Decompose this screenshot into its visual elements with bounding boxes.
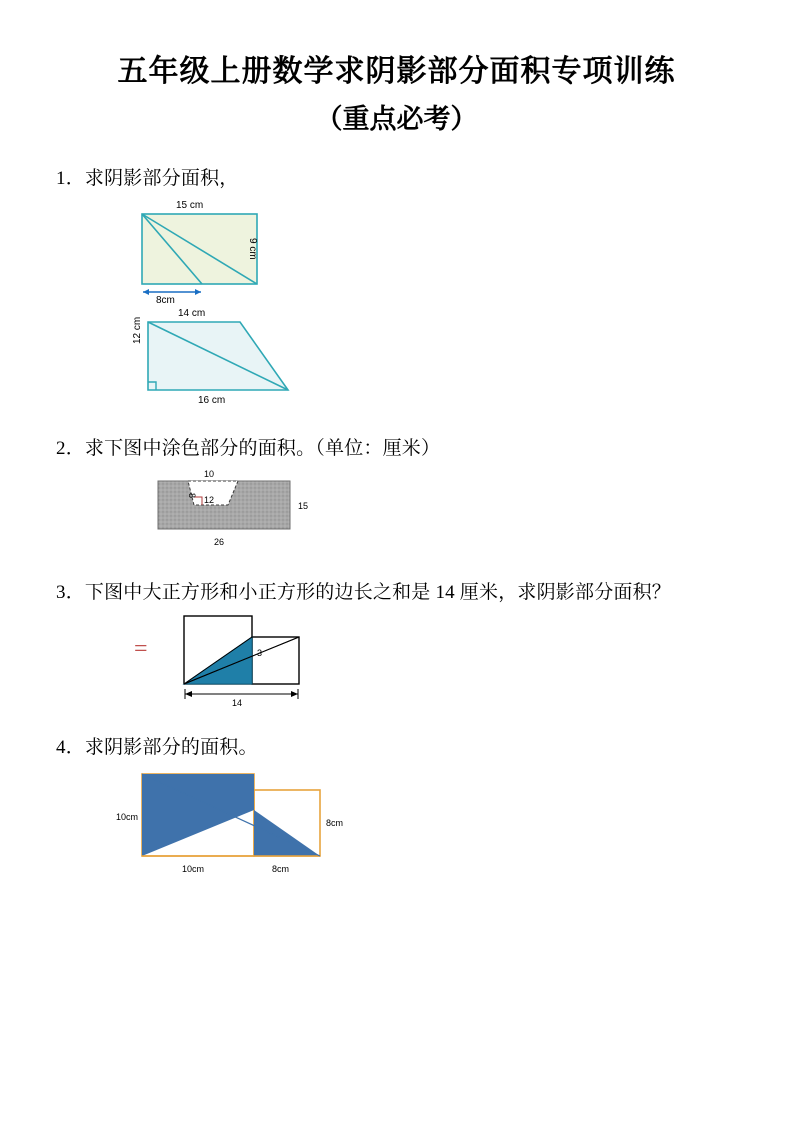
page-subtitle: （重点必考） — [315, 103, 478, 134]
figure-1b-top-label: 14 cm — [178, 307, 206, 319]
question-3-text: 下图中大正方形和小正方形的边长之和是 14 厘米，求阴影部分面积？ — [84, 582, 672, 603]
arrow-right-icon — [291, 691, 298, 697]
question-4-text: 求阴影部分的面积。 — [84, 736, 258, 758]
figure-2-top-label: 10 — [204, 469, 215, 479]
question-3 — [56, 579, 737, 608]
shaded-triangle-right — [254, 810, 320, 856]
figure-4-bottom-left-label: 10cm — [182, 864, 205, 874]
arrow-left-icon — [185, 691, 192, 697]
figure-1a-bottom-label: 8cm — [156, 294, 175, 304]
question-1 — [56, 165, 737, 194]
figure-2-inner-bottom-label: 12 — [204, 495, 215, 505]
figure-2-inner-left-label: 8 — [187, 493, 197, 499]
question-2 — [56, 435, 737, 464]
figure-1a-top-label: 15 cm — [176, 199, 204, 211]
figure-1b — [56, 304, 781, 409]
figure-4-left-label: 10cm — [116, 812, 139, 822]
figure-1a-right-label: 9 cm — [247, 237, 258, 260]
arrow-left-icon — [143, 289, 149, 295]
shaded-triangle-left — [142, 774, 254, 856]
question-3-number: 3． — [56, 582, 85, 603]
figure-3-bottom-label: 14 — [232, 697, 243, 708]
figure-1b-left-label: 12 cm — [132, 316, 143, 344]
arrow-right-icon — [195, 289, 201, 295]
equals-sign: = — [134, 635, 148, 662]
question-4-number: 4． — [56, 736, 85, 758]
figure-2-right-label: 15 — [298, 501, 309, 511]
small-square — [252, 637, 299, 684]
question-1-number: 1． — [56, 168, 85, 189]
figure-3-inner-label: 3 — [257, 647, 263, 658]
figure-4-right-label: 8cm — [326, 818, 344, 828]
figure-1a — [56, 194, 781, 304]
question-2-number: 2． — [56, 437, 85, 459]
figure-4-bottom-right-label: 8cm — [272, 864, 290, 874]
page-title: 五年级上册数学求阴影部分面积专项训练 — [117, 55, 676, 88]
figure-3 — [56, 608, 793, 708]
question-1-text: 求阴影部分面积， — [84, 168, 239, 189]
question-2-text: 求下图中涂色部分的面积。（单位：厘米） — [84, 437, 441, 459]
question-4 — [56, 734, 737, 763]
figure-2-bottom-label: 26 — [214, 537, 225, 547]
figure-2 — [56, 463, 793, 553]
figure-1b-bottom-label: 16 cm — [198, 394, 226, 406]
figure-4 — [56, 762, 767, 882]
